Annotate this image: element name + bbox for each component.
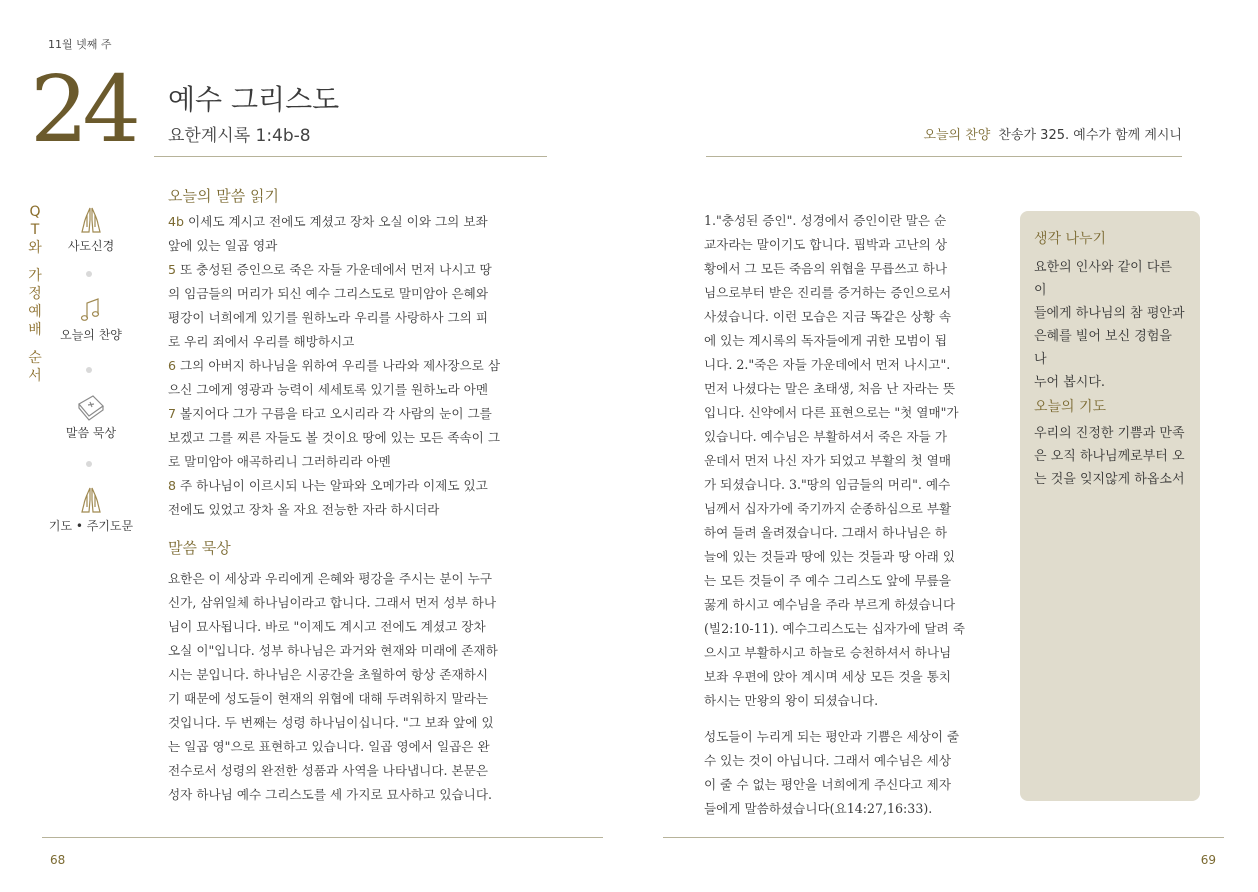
meditation-heading: 말씀 묵상 <box>168 539 231 557</box>
nav-label: 기도 • 주기도문 <box>48 519 134 533</box>
text-line: 보좌 우편에 앉아 계시며 세상 모든 것을 통치 <box>704 669 952 684</box>
verse-number: 6 <box>168 358 177 373</box>
nav-label: 말씀 묵상 <box>65 426 117 440</box>
nav-label: 사도신경 <box>67 239 115 253</box>
paragraph <box>704 209 996 713</box>
meditation-body-continued <box>704 209 996 833</box>
text-line: 님이 묘사됩니다. 바로 "이제도 계시고 전에도 계셨고 장차 <box>168 619 486 634</box>
verse-line: 주 하나님이 이르시되 나는 알파와 오메가라 이제도 있고 <box>180 478 488 493</box>
verse-number: 7 <box>168 406 177 421</box>
vertical-char: 와 <box>28 240 42 256</box>
text-line: 사셨습니다. 이런 모습은 지금 똑같은 상황 속 <box>704 309 952 324</box>
text-line: 이 줄 수 없는 평안을 너희에게 주신다고 제자 <box>704 777 952 792</box>
verse-line: 으신 그에게 영광과 능력이 세세토록 있기를 원하노라 아멘 <box>168 382 488 397</box>
text-line: 입니다. 신약에서 다른 표현으로는 "첫 열매"가 <box>704 405 959 420</box>
text-line: 들에게 말씀하셨습니다(요14:27,16:33). <box>704 801 933 816</box>
text-line: 기 때문에 성도들이 현재의 위협에 대해 두려워하지 말라는 <box>168 691 488 706</box>
hymn-label: 오늘의 찬양 <box>923 128 991 143</box>
text-line: 1."충성된 증인". 성경에서 증인이란 말은 순 <box>704 213 947 228</box>
vertical-section-label <box>28 203 42 385</box>
text-line: 성도들이 누리게 되는 평안과 기쁨은 세상이 줄 <box>704 729 960 744</box>
prayer-text <box>1034 422 1186 491</box>
text-line: 으시고 부활하시고 하늘로 승천하셔서 하나님 <box>704 645 952 660</box>
text-line: 수 있는 것이 아닙니다. 그래서 예수님은 세상 <box>704 753 952 768</box>
page-number-left: 68 <box>50 853 66 867</box>
paragraph <box>704 725 996 821</box>
text-line: (빌2:10-11). 예수그리스도는 십자가에 달려 죽 <box>704 621 965 636</box>
verse-line: 평강이 너희에게 있기를 원하노라 우리를 사랑하사 그의 피 <box>168 310 488 325</box>
text-line: 는 모든 것들이 주 예수 그리스도 앞에 무릎을 <box>704 573 952 588</box>
verse-line: 로 우리 죄에서 우리를 해방하시고 <box>168 334 355 349</box>
vertical-char <box>28 339 42 349</box>
text-line: 운데서 먼저 나신 자가 되었고 부활의 첫 열매 <box>704 453 952 468</box>
verse-number: 8 <box>168 478 177 493</box>
text-line: 것입니다. 두 번째는 성령 하나님이십니다. "그 보좌 앞에 있 <box>168 715 494 730</box>
text-line: 에 있는 계시록의 독자들에게 귀한 모범이 됩 <box>704 333 947 348</box>
hymn-text: 찬송가 325. 예수가 함께 계시니 <box>998 128 1182 143</box>
page-number-right: 69 <box>1200 853 1216 867</box>
verse <box>168 210 548 258</box>
prayer-heading: 오늘의 기도 <box>1034 399 1107 415</box>
text-line: 가 되셨습니다. 3."땅의 임금들의 머리". 예수 <box>704 477 951 492</box>
text-line: 누어 봅시다. <box>1034 375 1106 390</box>
verse-line: 그의 아버지 하나님을 위하여 우리를 나라와 제사장으로 삼 <box>180 358 501 373</box>
text-line: 성자 하나님 예수 그리스도를 세 가지로 묘사하고 있습니다. <box>168 787 492 802</box>
text-line: 하여 들려 올려졌습니다. 그래서 하나님은 하 <box>704 525 947 540</box>
vertical-char: 배 <box>28 322 42 338</box>
vertical-char: 가 <box>28 268 42 284</box>
reading-heading: 오늘의 말씀 읽기 <box>168 187 279 205</box>
scripture-reference: 요한계시록 1:4b-8 <box>168 126 311 146</box>
text-line: 황에서 그 모든 죽음의 위협을 무릅쓰고 하나 <box>704 261 947 276</box>
share-heading: 생각 나누기 <box>1034 231 1107 247</box>
vertical-char <box>28 257 42 267</box>
scripture-verses <box>168 210 548 522</box>
text-line: 는 것을 잊지않게 하옵소서 <box>1034 472 1185 487</box>
text-line: 는 일곱 영"으로 표현하고 있습니다. 일곱 영에서 일곱은 완 <box>168 739 490 754</box>
text-line: 니다. 2."죽은 자들 가운데에서 먼저 나시고". <box>704 357 951 372</box>
nav-item-creed <box>56 205 126 254</box>
praying-hands-icon <box>76 205 106 235</box>
verse-number: 5 <box>168 262 177 277</box>
text-line: 님께서 십자가에 죽기까지 순종하심으로 부활 <box>704 501 952 516</box>
text-line: 요한의 인사와 같이 다른 이 <box>1034 260 1172 298</box>
verse-line: 볼지어다 그가 구름을 타고 오시리라 각 사람의 눈이 그를 <box>180 406 492 421</box>
verse-line: 보겠고 그를 찌른 자들도 볼 것이요 땅에 있는 모든 족속이 그 <box>168 430 501 445</box>
footer-rule-right <box>663 837 1224 838</box>
text-line: 신가, 삼위일체 하나님이라고 합니다. 그래서 먼저 성부 하나 <box>168 595 497 610</box>
hymn-of-the-day <box>923 124 1182 143</box>
verse-line: 의 임금들의 머리가 되신 예수 그리스도로 말미암아 은혜와 <box>168 286 488 301</box>
nav-item-hymn <box>56 296 126 343</box>
text-line: 교자라는 말이기도 합니다. 핍박과 고난의 상 <box>704 237 947 252</box>
day-number: 24 <box>30 56 136 163</box>
text-line: 꿇게 하시고 예수님을 주라 부르게 하셨습니다 <box>704 597 956 612</box>
nav-separator-dot <box>86 461 92 467</box>
text-line: 전수로서 성령의 완전한 성품과 사역을 나타냅니다. 본문은 <box>168 763 488 778</box>
verse-line: 이세도 계시고 전에도 계셨고 장차 오실 이와 그의 보좌 <box>188 214 488 229</box>
sidebar-box <box>1020 211 1200 801</box>
share-text <box>1034 256 1186 394</box>
music-note-icon <box>76 296 106 324</box>
nav-separator-dot <box>86 367 92 373</box>
page-title: 예수 그리스도 <box>168 83 340 116</box>
verse <box>168 258 548 354</box>
text-line: 은혜를 빌어 보신 경험을 나 <box>1034 329 1172 367</box>
verse-number: 4b <box>168 214 185 229</box>
text-line: 먼저 나셨다는 말은 초태생, 처음 난 자라는 뜻 <box>704 381 956 396</box>
nav-separator-dot <box>86 271 92 277</box>
verse-line: 앞에 있는 일곱 영과 <box>168 238 278 253</box>
praying-hands-icon <box>76 485 106 515</box>
vertical-char: 예 <box>28 304 42 320</box>
verse-line: 또 충성된 증인으로 죽은 자들 가운데에서 먼저 나시고 땅 <box>180 262 492 277</box>
header-rule-right <box>706 156 1182 157</box>
verse <box>168 402 548 474</box>
text-line: 들에게 하나님의 참 평안과 <box>1034 306 1185 321</box>
vertical-char: 정 <box>28 286 42 302</box>
text-line: 우리의 진정한 기쁨과 만족 <box>1034 426 1185 441</box>
meditation-body <box>168 567 548 807</box>
header-rule-left <box>154 156 547 157</box>
text-line: 있습니다. 예수님은 부활하셔서 죽은 자들 가 <box>704 429 947 444</box>
nav-label: 오늘의 찬양 <box>60 328 122 342</box>
text-line: 시는 분입니다. 하나님은 시공간을 초월하여 항상 존재하시 <box>168 667 488 682</box>
text-line: 님으로부터 받은 진리를 증거하는 증인으로서 <box>704 285 952 300</box>
verse-line: 로 말미암아 애곡하리니 그러하리라 아멘 <box>168 454 391 469</box>
footer-rule-left <box>42 837 603 838</box>
text-line: 은 오직 하나님께로부터 오 <box>1034 449 1185 464</box>
week-label: 11월 넷째 주 <box>48 38 112 51</box>
bible-icon <box>75 392 107 422</box>
vertical-char: 순 <box>28 350 42 366</box>
vertical-char: Q <box>29 204 41 220</box>
verse <box>168 354 548 402</box>
vertical-char: 서 <box>28 368 42 384</box>
text-line: 요한은 이 세상과 우리에게 은혜와 평강을 주시는 분이 누구 <box>168 571 492 586</box>
vertical-char: T <box>30 222 40 238</box>
text-line: 오실 이"입니다. 성부 하나님은 과거와 현재와 미래에 존재하 <box>168 643 498 658</box>
verse-line: 전에도 있었고 장차 올 자요 전능한 자라 하시더라 <box>168 502 440 517</box>
verse <box>168 474 548 522</box>
nav-item-prayer <box>46 485 136 534</box>
nav-item-meditation <box>56 392 126 441</box>
text-line: 하시는 만왕의 왕이 되셨습니다. <box>704 693 879 708</box>
text-line: 늘에 있는 것들과 땅에 있는 것들과 땅 아래 있 <box>704 549 956 564</box>
